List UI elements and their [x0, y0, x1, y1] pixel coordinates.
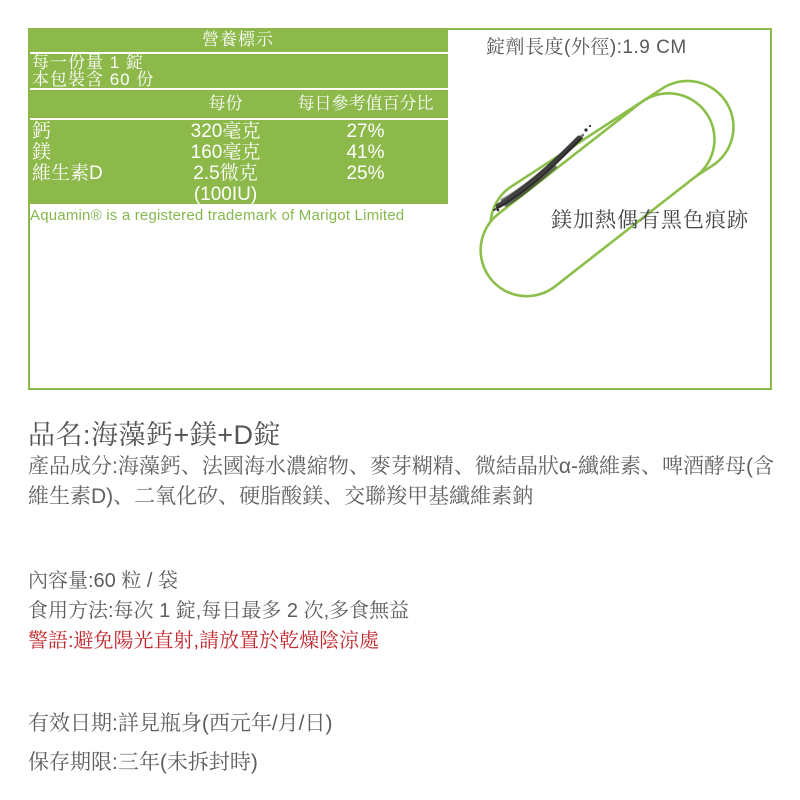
nutrient-daily-value [283, 184, 448, 205]
nutrient-daily-value: 25% [346, 163, 385, 184]
nutrient-name: 維生素D [32, 163, 103, 184]
usage-instructions-line: 食用方法:每次 1 錠,每日最多 2 次,多食無益 [28, 600, 410, 622]
servings-per-pack-line: 本包裝含 60 份 [32, 70, 155, 89]
nutrient-daily-value: 41% [346, 142, 385, 163]
table-row [28, 184, 448, 205]
column-header-daily-value: 每日參考值百分比 [297, 94, 434, 113]
nutrient-amount: 160毫克 [190, 142, 261, 163]
ingredients-line: 產品成分:海藻鈣、法國海水濃縮物、麥芽糊精、微結晶狀α-纖維素、啤酒酵母(含維生素D)、二氧化矽、硬脂酸鎂、交聯羧甲基纖維素鈉 [28, 455, 774, 508]
expiry-date-line: 有效日期:詳見瓶身(西元年/月/日) [28, 712, 333, 735]
nutrient-amount: 320毫克 [190, 121, 261, 142]
nutrition-title-bar [28, 28, 448, 52]
nutrition-title: 營養標示 [202, 30, 274, 49]
column-header-bar [28, 90, 448, 118]
warning-line: 警語:避免陽光直射,請放置於乾燥陰涼處 [28, 630, 380, 652]
nutrient-rows-block [28, 120, 448, 204]
table-row [28, 121, 448, 142]
table-row [28, 142, 448, 163]
tablet-size-label: 錠劑長度(外徑):1.9 CM [486, 37, 687, 58]
nutrient-name: 鎂 [32, 142, 52, 163]
nutrient-amount: (100IU) [193, 184, 258, 205]
nutrient-amount: 2.5微克 [193, 163, 258, 184]
trademark-footnote: Aquamin® is a registered trademark of Marigot Limited [30, 207, 405, 224]
tablet-heat-mark-note: 鎂加熱偶有黑色痕跡 [551, 209, 749, 232]
tablet-illustration [440, 50, 790, 320]
serving-size-line: 每一份量 1 錠 [32, 53, 144, 72]
nutrient-name [28, 184, 168, 205]
column-header-amount: 每份 [208, 94, 243, 113]
shelf-life-line: 保存期限:三年(未拆封時) [28, 751, 258, 774]
nutrient-name: 鈣 [32, 121, 52, 142]
nutrition-facts-table [28, 28, 448, 204]
product-name-line: 品名:海藻鈣+鎂+D錠 [28, 420, 282, 450]
content-amount-line: 內容量:60 粒 / 袋 [28, 570, 179, 592]
table-row [28, 163, 448, 184]
serving-info-bar [28, 54, 448, 88]
nutrient-daily-value: 27% [346, 121, 385, 142]
column-header-spacer [28, 90, 168, 118]
